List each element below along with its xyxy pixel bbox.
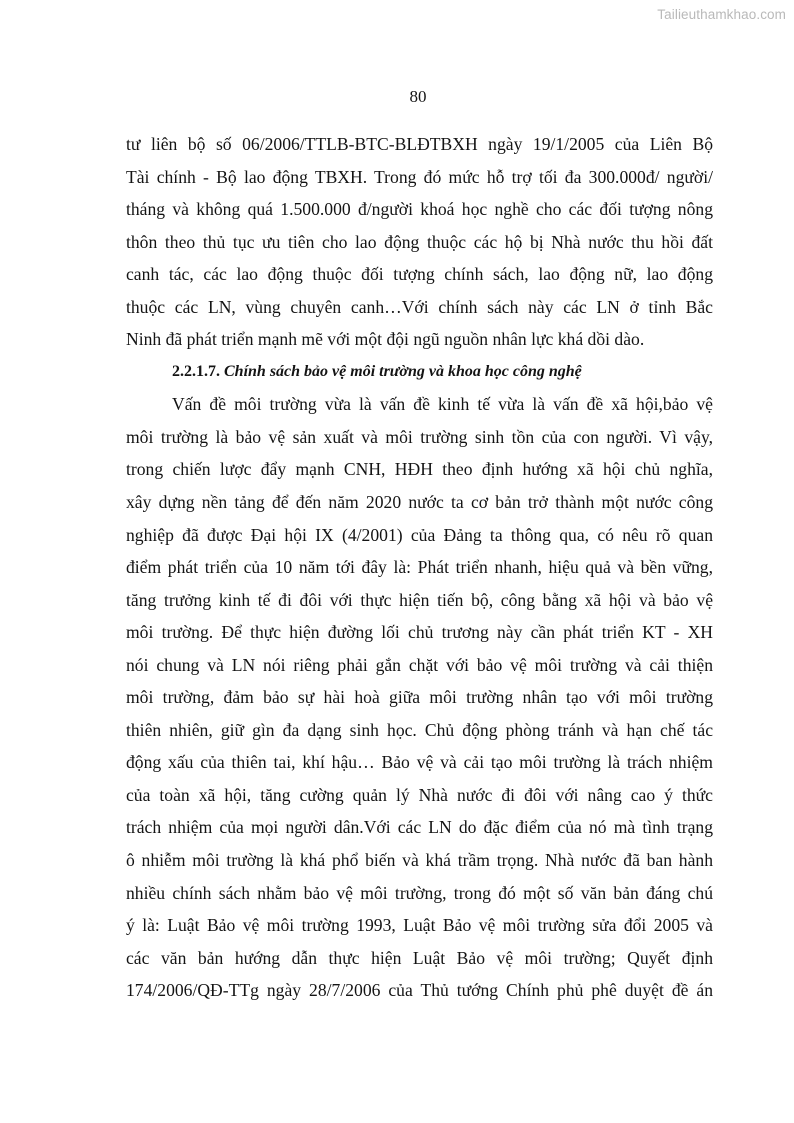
text-line: ý là: Luật Bảo vệ môi trường 1993, Luật Bảo vệ môi trường sửa đổi 2005 và bbox=[126, 915, 713, 936]
section-number: 2.2.1.7. bbox=[172, 362, 220, 380]
text-line: Vấn đề môi trường vừa là vấn đề kinh tế vừa là vấn đề xã hội,bảo vệ bbox=[172, 394, 713, 415]
text-line: nghiệp đã được Đại hội IX (4/2001) của Đảng ta thông qua, có nêu rõ quan bbox=[126, 524, 713, 545]
text-line: xây dựng nền tảng để đến năm 2020 nước ta cơ bản trở thành một nước công bbox=[126, 492, 713, 513]
text-line: tư liên bộ số 06/2006/TTLB-BTC-BLĐTBXH ngày 19/1/2005 của Liên Bộ bbox=[126, 134, 713, 154]
watermark-text: Tailieuthamkhao.com bbox=[657, 7, 786, 22]
text-line: tháng và không quá 1.500.000 đ/người khoá học nghề cho các đối tượng nông bbox=[126, 199, 713, 220]
paragraph-continuation bbox=[126, 131, 713, 359]
page-number: 80 bbox=[409, 87, 427, 106]
text-line: thôn theo thủ tục ưu tiên cho lao động thuộc các hộ bị Nhà nước thu hồi đất bbox=[126, 231, 713, 252]
text-line: môi trường, đảm bảo sự hài hoà giữa môi trường nhân tạo với môi trường bbox=[126, 687, 713, 708]
text-line: động xấu của thiên tai, khí hậu… Bảo vệ và cải tạo môi trường là trách nhiệm bbox=[126, 752, 713, 773]
text-line: trách nhiệm của mọi người dân.Với các LN do đặc điểm của nó mà tình trạng bbox=[126, 817, 713, 838]
text-line: ô nhiễm môi trường là khá phổ biến và khá trầm trọng. Nhà nước đã ban hành bbox=[126, 850, 713, 871]
text-line: thuộc các LN, vùng chuyên canh…Với chính sách này các LN ở tỉnh Bắc bbox=[126, 296, 713, 317]
text-line: 174/2006/QĐ-TTg ngày 28/7/2006 của Thủ tướng Chính phủ phê duyệt đề án bbox=[126, 980, 713, 1001]
text-line: của toàn xã hội, tăng cường quản lý Nhà nước đi đôi với nâng cao ý thức bbox=[126, 784, 713, 805]
section-title: Chính sách bảo vệ môi trường và khoa học công nghệ bbox=[224, 362, 582, 380]
text-line: thiên nhiên, giữ gìn đa dạng sinh học. Chủ động phòng tránh và hạn chế tác bbox=[126, 719, 713, 740]
paragraph-environment-policy bbox=[126, 391, 713, 1009]
text-line: các văn bản hướng dẫn thực hiện Luật Bảo vệ môi trường; Quyết định bbox=[126, 947, 713, 968]
text-line: điểm phát triển của 10 năm tới đây là: Phát triển nhanh, hiệu quả và bền vững, bbox=[126, 557, 713, 578]
text-line: tăng trưởng kinh tế đi đôi với thực hiện tiến bộ, công bằng xã hội và bảo vệ bbox=[126, 589, 713, 610]
document-body bbox=[126, 131, 713, 1010]
text-line: môi trường. Để thực hiện đường lối chủ trương này cần phát triển KT - XH bbox=[126, 622, 713, 643]
text-line: nói chung và LN nói riêng phải gắn chặt với bảo vệ môi trường và cải thiện bbox=[126, 654, 713, 675]
text-line: môi trường là bảo vệ sản xuất và môi trường sinh tồn của con người. Vì vậy, bbox=[126, 426, 713, 447]
text-line: trong chiến lược đẩy mạnh CNH, HĐH theo định hướng xã hội chủ nghĩa, bbox=[126, 459, 713, 480]
text-line: Ninh đã phát triển mạnh mẽ với một đội ngũ nguồn nhân lực khá dồi dào. bbox=[126, 329, 645, 350]
text-line: Tài chính - Bộ lao động TBXH. Trong đó mức hỗ trợ tối đa 300.000đ/ người/ bbox=[126, 166, 713, 187]
text-line: canh tác, các lao động thuộc đối tượng chính sách, lao động nữ, lao động bbox=[126, 264, 713, 285]
section-heading bbox=[126, 359, 713, 392]
text-line: nhiều chính sách nhằm bảo vệ môi trường, trong đó một số văn bản đáng chú bbox=[126, 882, 713, 903]
